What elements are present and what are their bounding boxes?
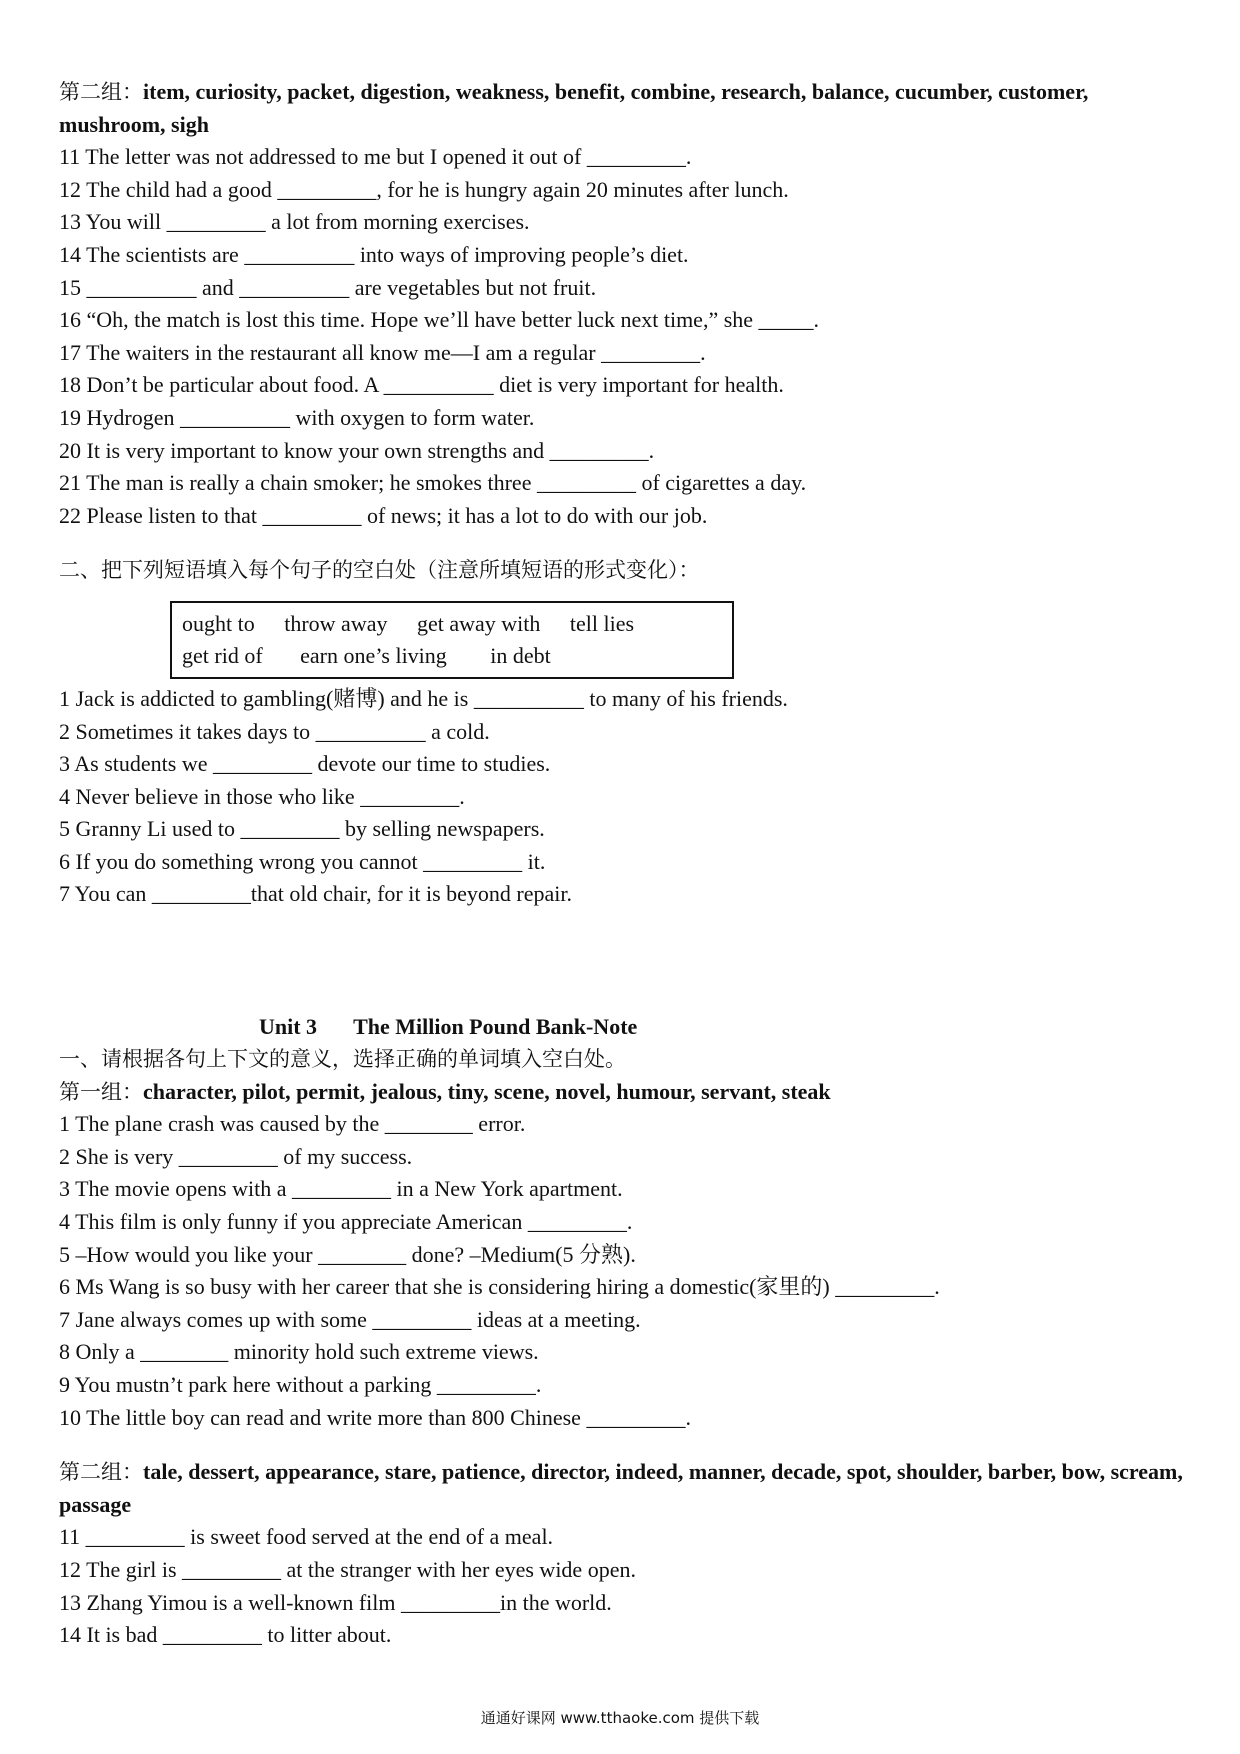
exercise-item: 18 Don’t be particular about food. A __________ diet is very important for health. (59, 372, 784, 398)
exercise-item: 11 The letter was not addressed to me but I opened it out of _________. (59, 144, 692, 170)
exercise-item: 7 You can _________that old chair, for it is beyond repair. (59, 881, 572, 907)
exercise-item: 5 Granny Li used to _________ by selling newspapers. (59, 816, 545, 842)
worksheet-page (59, 76, 1189, 1652)
exercise-item: 20 It is very important to know your own strengths and _________. (59, 437, 655, 463)
phrase: tell lies (569, 610, 635, 636)
exercise-item: 1 Jack is addicted to gambling(赌博) and he is __________ to many of his friends. (59, 685, 788, 711)
phrase: earn one’s living (300, 642, 447, 668)
phrase-row (182, 640, 722, 672)
word-bank: item, curiosity, packet, digestion, weakness, benefit, combine, research, balance, cucumber, customer, mushroom, sigh (59, 79, 1089, 137)
exercise-item: 9 You mustn’t park here without a parking _________. (59, 1372, 542, 1397)
exercise-item: 12 The child had a good _________, for he is hungry again 20 minutes after lunch. (59, 176, 789, 202)
group-label: 第二组： (59, 80, 143, 104)
exercise-item: 15 __________ and __________ are vegetables but not fruit. (59, 274, 597, 300)
exercise-item: 13 Zhang Yimou is a well-known film _________in the world. (59, 1589, 612, 1615)
exercise-item: 3 As students we _________ devote our time to studies. (59, 751, 551, 777)
exercise-item: 14 The scientists are __________ into ways of improving people’s diet. (59, 241, 689, 267)
exercise-item: 4 This film is only funny if you appreciate American _________. (59, 1209, 633, 1235)
exercise-item: 16 “Oh, the match is lost this time. Hope we’ll have better luck next time,” she _____. (59, 307, 820, 333)
exercise-item: 6 If you do something wrong you cannot _________ it. (59, 848, 546, 874)
unit-title (259, 1011, 1189, 1043)
page-footer: 通通好课网 www.tthaoke.com 提供下载 (480, 1709, 760, 1727)
exercise-item: 3 The movie opens with a _________ in a New York apartment. (59, 1176, 623, 1202)
phrase-row (182, 608, 722, 640)
exercise-item: 2 Sometimes it takes days to __________ a cold. (59, 718, 490, 744)
unit-name: The Million Pound Bank-Note (353, 1014, 638, 1040)
group-label: 第二组： (59, 1460, 143, 1485)
exercise-item: 2 She is very _________ of my success. (59, 1143, 413, 1169)
exercise-item: 11 _________ is sweet food served at the end of a meal. (59, 1524, 554, 1550)
group-heading-words (59, 1076, 1189, 1109)
phrase: in debt (490, 642, 551, 668)
exercise-item: 10 The little boy can read and write more than 800 Chinese _________. (59, 1404, 691, 1430)
phrase: get rid of (182, 642, 263, 668)
phrase-box (170, 601, 734, 679)
group-label: 第一组： (59, 1079, 143, 1104)
exercise-list (59, 141, 1189, 532)
group-heading-words (59, 76, 1189, 141)
exercise-item: 22 Please listen to that _________ of news; it has a lot to do with our job. (59, 502, 708, 528)
exercise-list (59, 683, 1189, 911)
exercise-item: 1 The plane crash was caused by the ________ error. (59, 1111, 526, 1137)
exercise-list (59, 1108, 1189, 1434)
word-bank: character, pilot, permit, jealous, tiny, scene, novel, humour, servant, steak (143, 1078, 831, 1104)
exercise-item: 13 You will _________ a lot from morning exercises. (59, 209, 530, 235)
phrase: ought to (182, 610, 255, 636)
exercise-item: 12 The girl is _________ at the stranger with her eyes wide open. (59, 1556, 636, 1582)
exercise-item: 19 Hydrogen __________ with oxygen to form water. (59, 404, 535, 430)
phrase: throw away (284, 610, 388, 636)
exercise-item: 6 Ms Wang is so busy with her career that she is considering hiring a domestic(家里的) _________. (59, 1274, 940, 1300)
exercise-item: 17 The waiters in the restaurant all know me—I am a regular _________. (59, 339, 706, 365)
phrase: get away with (416, 610, 541, 636)
unit-label: Unit 3 (259, 1014, 318, 1040)
word-bank: tale, dessert, appearance, stare, patience, director, indeed, manner, decade, spot, shoulder, barber, bow, scream, passage (59, 1459, 1183, 1517)
exercise-item: 7 Jane always comes up with some _________ ideas at a meeting. (59, 1306, 641, 1332)
exercise-list (59, 1521, 1189, 1651)
exercise-item: 14 It is bad _________ to litter about. (59, 1622, 392, 1648)
section-instruction: 一、请根据各句上下文的意义，选择正确的单词填入空白处。 (59, 1047, 626, 1072)
section-heading: 二、把下列短语填入每个句子的空白处（注意所填短语的形式变化）： (59, 558, 700, 583)
exercise-item: 21 The man is really a chain smoker; he smokes three _________ of cigarettes a day. (59, 470, 807, 496)
group-heading-words (59, 1456, 1189, 1521)
exercise-item: 5 –How would you like your ________ done? –Medium(5 分熟). (59, 1241, 636, 1267)
exercise-item: 8 Only a ________ minority hold such extreme views. (59, 1339, 539, 1365)
exercise-item: 4 Never believe in those who like _________. (59, 783, 465, 809)
